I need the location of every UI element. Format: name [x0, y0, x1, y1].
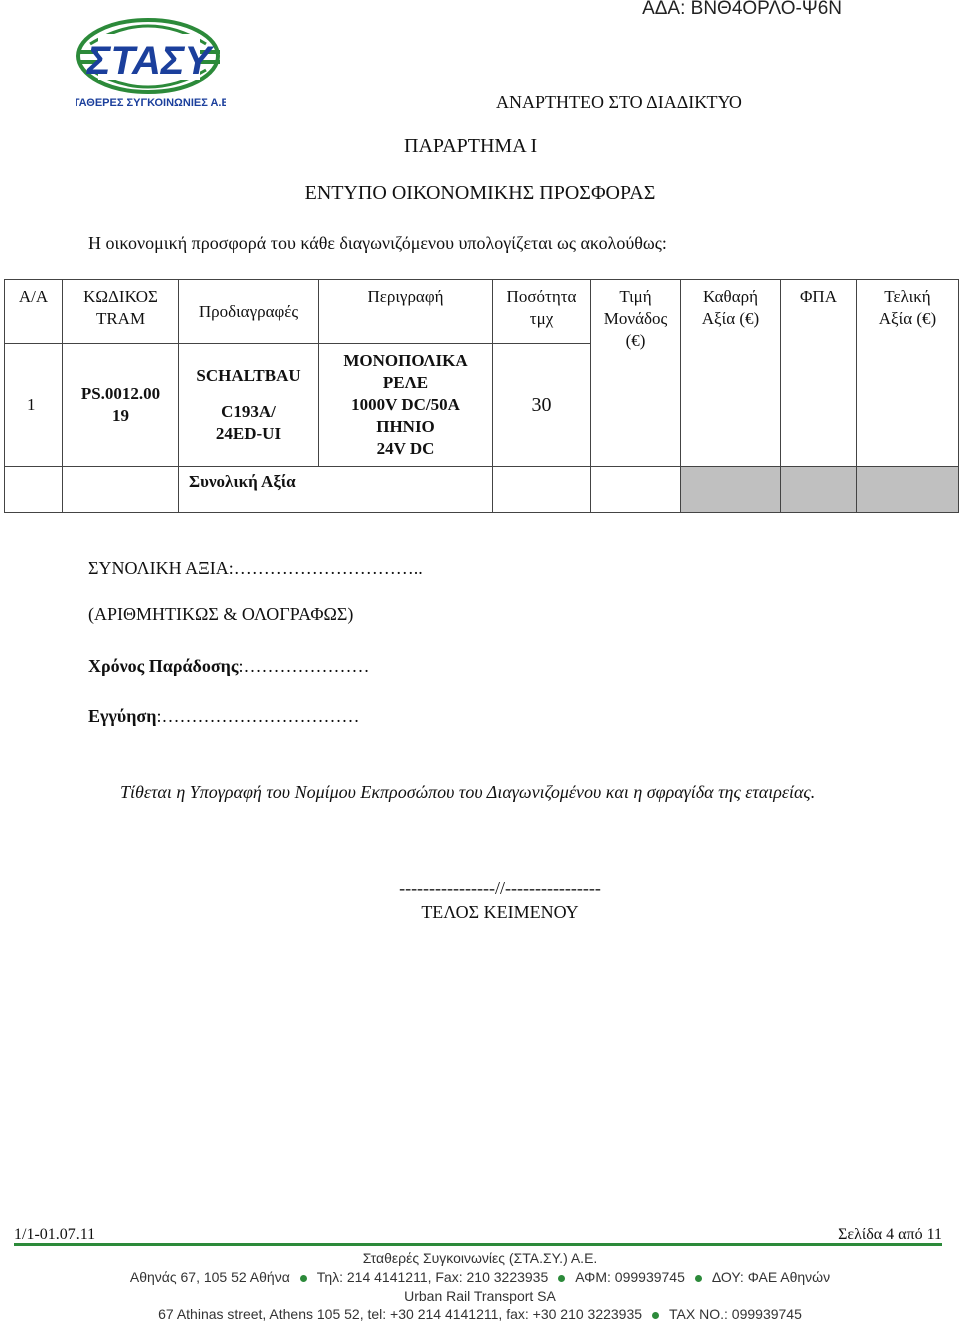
intro-text: Η οικονομική προσφορά του κάθε διαγωνιζόμενου υπολογίζεται ως ακολούθως:: [88, 233, 667, 253]
annex-title: ΠΑΡΑΡΤΗΜΑ Ι: [404, 135, 538, 157]
footer-gr-contact: Αθηνάς 67, 105 52 Αθήνα Τηλ: 214 4141211, Fax: 210 3223935 ΑΦΜ: 099939745 ΔΟΥ: ΦΑΕ Αθηνών: [129, 1269, 831, 1285]
footer-rule: [14, 1243, 942, 1246]
col-prodiagrafes: Προδιαγραφές: [179, 280, 319, 344]
footer-en-contact: 67 Athinas street, Athens 105 52, tel: +30 214 4141211, fax: +30 210 3223935 TAX NO.: 099939745: [158, 1306, 802, 1322]
footer-en-company: Urban Rail Transport SA: [404, 1288, 556, 1304]
cell-prodiagrafes: SCHALTBAU C193A/ 24ED-UI: [179, 344, 319, 467]
col-teliki: Τελική Αξία (€): [857, 280, 959, 467]
end-text: ΤΕΛΟΣ ΚΕΙΜΕΝΟΥ: [421, 902, 579, 922]
form-title: ΕΝΤΥΠΟ ΟΙΚΟΝΟΜΙΚΗΣ ΠΡΟΣΦΟΡΑΣ: [304, 182, 656, 204]
svg-text:ΣΤΑΘΕΡΕΣ ΣΥΓΚΟΙΝΩΝΙΕΣ Α.Ε.: ΣΤΑΘΕΡΕΣ ΣΥΓΚΟΙΝΩΝΙΕΣ Α.Ε.: [76, 97, 226, 109]
bullet-icon: [558, 1275, 565, 1282]
cell-posotita: 30: [493, 344, 591, 467]
bullet-icon: [695, 1275, 702, 1282]
cell-kodikos: PS.0012.00 19: [63, 344, 179, 467]
footer-company: Σταθερές Συγκοινωνίες (ΣΤΑ.ΣΥ.) Α.Ε.: [362, 1250, 598, 1266]
bullet-icon: [652, 1312, 659, 1319]
company-logo: [76, 14, 226, 110]
bullet-icon: [300, 1275, 307, 1282]
total-fpa-cell: [781, 467, 857, 513]
col-kodikos: ΚΩΔΙΚΟΣ ΤRAM: [63, 280, 179, 344]
delivery-time-line: Χρόνος Παράδοσης:…………………: [88, 656, 370, 676]
page-number: Σελίδα 4 από 11: [838, 1226, 942, 1243]
col-aa: Α/Α: [5, 280, 63, 344]
total-label: Συνολική Αξία: [179, 467, 493, 513]
ada-code: ΑΔΑ: ΒΝΘ4ΟΡΛΟ-Ψ6Ν: [642, 0, 842, 19]
signature-note: Τίθεται η Υπογραφή του Νομίμου Εκπροσώπου του Διαγωνιζομένου και η σφραγίδα της εταιρείας.: [120, 782, 816, 802]
col-perigrafi: Περιγραφή: [319, 280, 493, 344]
col-kathari: Καθαρή Αξία (€): [681, 280, 781, 467]
total-row: [5, 467, 959, 513]
numeric-written-note: (ΑΡΙΘΜΗΤΙΚΩΣ & ΟΛΟΓΡΑΦΩΣ): [88, 604, 354, 624]
offer-table: [4, 279, 959, 513]
end-separator: ----------------//----------------: [399, 878, 601, 898]
posting-note: ΑΝΑΡΤΗΤΕΟ ΣΤΟ ΔΙΑΔΙΚΤΥΟ: [496, 92, 742, 112]
total-kathari-cell: [681, 467, 781, 513]
cell-aa: 1: [5, 344, 63, 467]
doc-code: 1/1-01.07.11: [14, 1226, 96, 1243]
table-header-row: [5, 280, 959, 344]
total-value-line: ΣΥΝΟΛΙΚΗ ΑΞΙΑ:…………………………..: [88, 558, 423, 578]
cell-perigrafi: ΜΟΝΟΠΟΛΙΚΑ ΡΕΛΕ 1000V DC/50A ΠΗΝΙΟ 24V DC: [319, 344, 493, 467]
svg-text:ΣΤΑΣΥ: ΣΤΑΣΥ: [86, 39, 212, 83]
col-fpa: ΦΠΑ: [781, 280, 857, 467]
total-teliki-cell: [857, 467, 959, 513]
col-posotita: Ποσότητα τμχ: [493, 280, 591, 344]
col-timi: Τιμή Μονάδος (€): [591, 280, 681, 467]
warranty-line: Εγγύηση:……………………………: [88, 706, 360, 726]
